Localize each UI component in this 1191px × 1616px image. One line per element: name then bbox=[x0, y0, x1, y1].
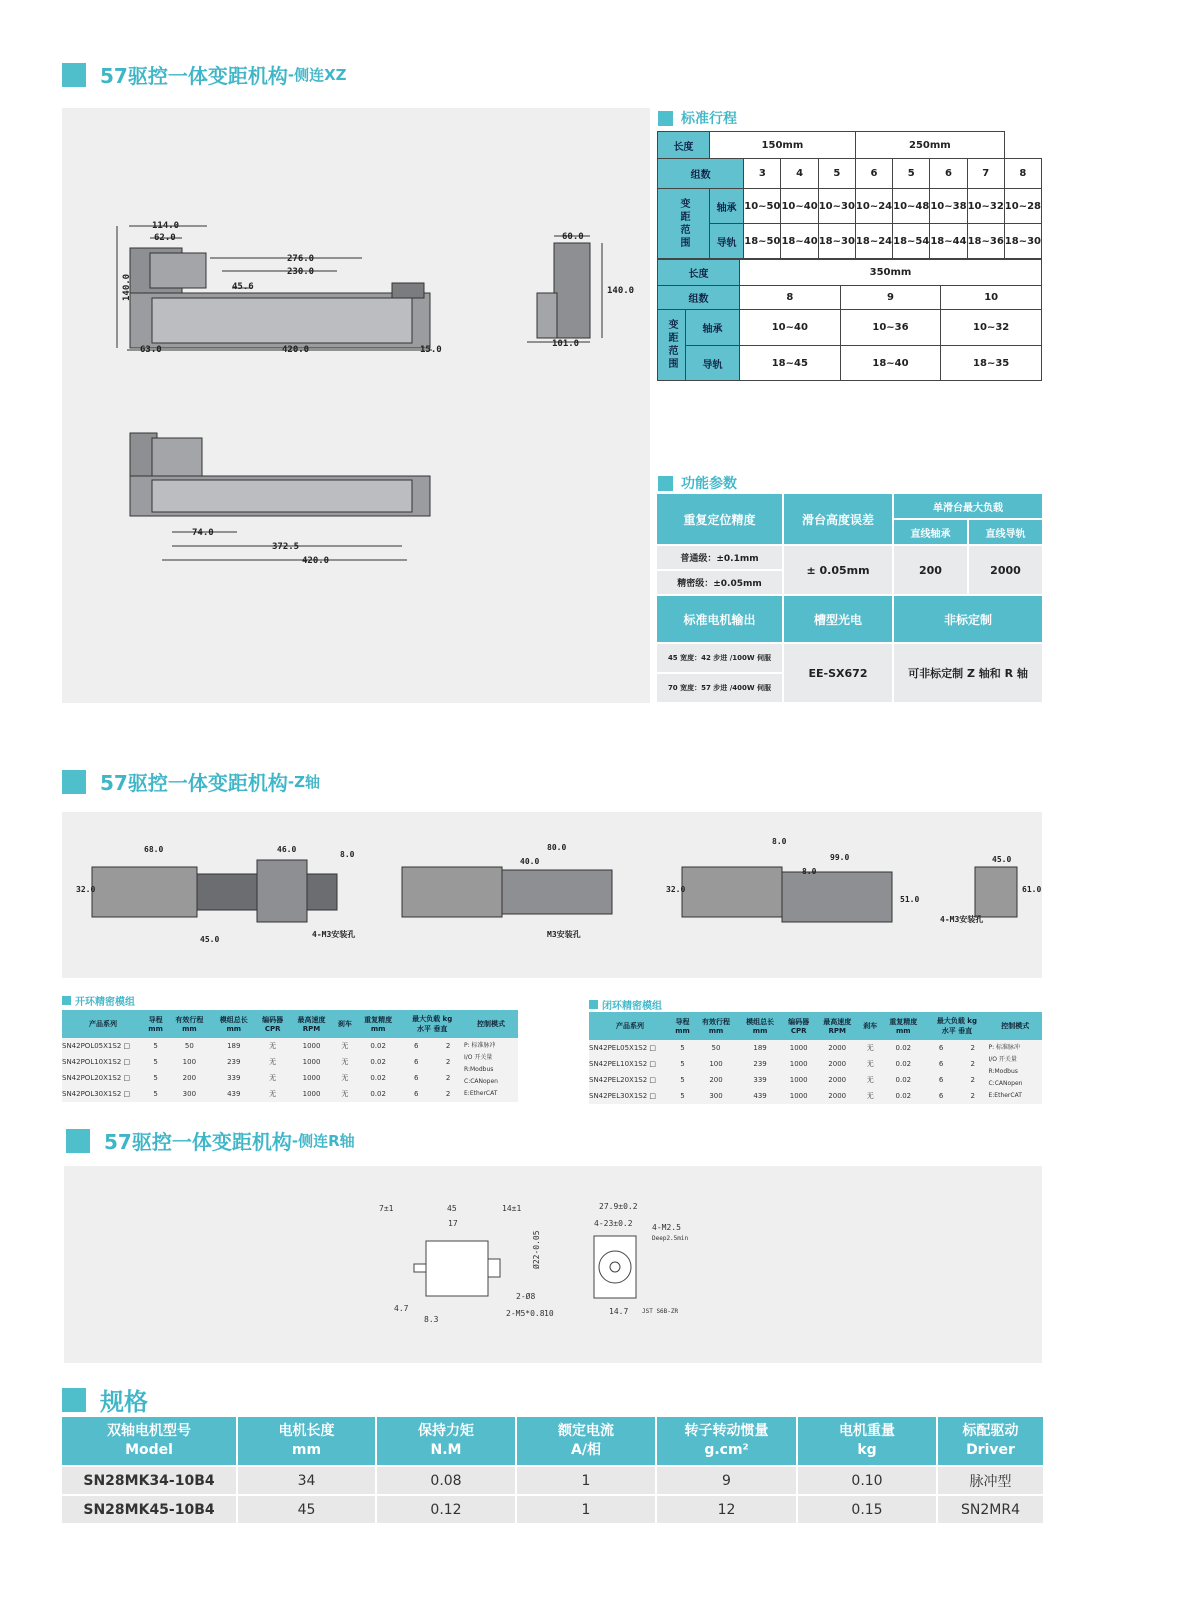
r-cell: 18~35 bbox=[941, 346, 1042, 381]
z-drawing bbox=[62, 812, 1042, 978]
z-dim: 51.0 bbox=[900, 895, 920, 904]
spec-th bbox=[516, 1416, 656, 1466]
title-square-icon bbox=[658, 476, 673, 491]
z-dim: 80.0 bbox=[547, 843, 567, 852]
cell: SN42PEL20X1S2 □ bbox=[589, 1072, 671, 1088]
spec-th bbox=[61, 1416, 237, 1466]
cell: 2 bbox=[432, 1086, 464, 1102]
z-dim: 32.0 bbox=[666, 885, 686, 894]
cell: 5 bbox=[144, 1054, 167, 1070]
th: 控制模式 bbox=[464, 1010, 518, 1038]
th: 重复精度 mm bbox=[881, 1012, 925, 1040]
r-cell: 18~30 bbox=[818, 224, 855, 259]
title-square-icon bbox=[62, 770, 86, 794]
drawing-panel-xz bbox=[62, 108, 650, 703]
b-cell: 10~32 bbox=[967, 189, 1004, 224]
cell: 2000 bbox=[815, 1088, 859, 1104]
spec-cell: 0.12 bbox=[376, 1495, 516, 1524]
cell: SN42POL05X1S2 □ bbox=[62, 1038, 144, 1054]
mode: E:EtherCAT bbox=[988, 1092, 1022, 1099]
cell: 1000 bbox=[289, 1054, 333, 1070]
z-dim: 45.0 bbox=[200, 935, 220, 944]
th: 编码器 CPR bbox=[256, 1010, 289, 1038]
g-cell: 8 bbox=[1004, 159, 1041, 189]
spec-th-line: 额定电流 bbox=[558, 1423, 614, 1439]
title-square-icon bbox=[62, 1388, 86, 1412]
cell: SN42POL30X1S2 □ bbox=[62, 1086, 144, 1102]
control-modes bbox=[988, 1040, 1042, 1104]
rail-label: 导轨 bbox=[709, 224, 743, 259]
cell: 50 bbox=[694, 1040, 738, 1056]
range-label: 变距范围 bbox=[658, 189, 710, 259]
spec-th-line: 双轴电机型号 bbox=[107, 1423, 191, 1439]
section-title-z: 57驱控一体变距机构 -Z轴 bbox=[62, 767, 320, 796]
r-dim: 2-M5*0.8 bbox=[506, 1309, 545, 1318]
stroke-title: 标准行程 bbox=[658, 108, 737, 128]
g-cell: 4 bbox=[781, 159, 818, 189]
spec-th-line: 电机长度 bbox=[278, 1423, 335, 1439]
b-cell: 10~40 bbox=[781, 189, 818, 224]
spec-cell: 0.08 bbox=[376, 1466, 516, 1495]
spec-th-line: Driver bbox=[966, 1442, 1015, 1458]
cell: 0.02 bbox=[356, 1070, 400, 1086]
cell: 5 bbox=[671, 1072, 694, 1088]
z-dim: 8.0 bbox=[772, 837, 787, 846]
th: 模组总长 mm bbox=[212, 1010, 256, 1038]
cell: 1000 bbox=[782, 1088, 815, 1104]
cell: 6 bbox=[925, 1056, 957, 1072]
dim-15: 15.0 bbox=[420, 345, 442, 355]
cell: 0.02 bbox=[881, 1040, 925, 1056]
r-cell: 18~45 bbox=[740, 346, 841, 381]
func-table bbox=[655, 492, 1044, 704]
cell: 339 bbox=[738, 1072, 782, 1088]
cell: 0.02 bbox=[881, 1072, 925, 1088]
len-250: 250mm bbox=[855, 132, 1004, 159]
cell: 5 bbox=[671, 1056, 694, 1072]
r-cell: 18~50 bbox=[744, 224, 781, 259]
dim-420-bottom: 420.0 bbox=[302, 556, 330, 566]
z-dim: 40.0 bbox=[520, 857, 540, 866]
cell: 1000 bbox=[782, 1072, 815, 1088]
cell: 2 bbox=[957, 1072, 989, 1088]
title-square-icon bbox=[658, 111, 673, 126]
cell: 2 bbox=[957, 1040, 989, 1056]
cell: 6 bbox=[925, 1088, 957, 1104]
cell: 0.02 bbox=[356, 1054, 400, 1070]
cell: 1000 bbox=[782, 1056, 815, 1072]
r-cell: 18~40 bbox=[781, 224, 818, 259]
b-cell: 10~28 bbox=[1004, 189, 1041, 224]
height-val: ± 0.05mm bbox=[783, 545, 893, 595]
r-dim: 4-23±0.2 bbox=[594, 1219, 633, 1228]
z-dim: 8.0 bbox=[340, 850, 355, 859]
spec-th-line: 电机重量 bbox=[839, 1423, 895, 1439]
cell: 无 bbox=[334, 1054, 356, 1070]
spec-model: SN28MK34-10B4 bbox=[61, 1466, 237, 1495]
spec-th bbox=[797, 1416, 937, 1466]
cell: 0.02 bbox=[356, 1038, 400, 1054]
r-dim: 4-M2.5 bbox=[652, 1223, 681, 1232]
b-cell: 10~36 bbox=[840, 310, 941, 346]
motor2: 70 宽度：57 步进 /400W 伺服 bbox=[656, 673, 783, 703]
g-cell: 5 bbox=[818, 159, 855, 189]
r-dim: JST S6B-ZR bbox=[642, 1308, 679, 1315]
r-cell: 18~40 bbox=[840, 346, 941, 381]
spec-th-line: Model bbox=[125, 1442, 173, 1458]
mode: C:CANopen bbox=[464, 1078, 498, 1085]
cell: 200 bbox=[694, 1072, 738, 1088]
dim-45-6: 45.6 bbox=[232, 282, 254, 292]
th: 最高速度 RPM bbox=[815, 1012, 859, 1040]
cell: SN42POL20X1S2 □ bbox=[62, 1070, 144, 1086]
cell: 无 bbox=[859, 1056, 881, 1072]
g-cell: 6 bbox=[930, 159, 967, 189]
cell: 239 bbox=[738, 1056, 782, 1072]
z-dim: 46.0 bbox=[277, 845, 297, 854]
spec-cell: 1 bbox=[516, 1466, 656, 1495]
section-title-xz: 57驱控一体变距机构 -侧连XZ bbox=[62, 60, 347, 89]
mode: I/O 开关量 bbox=[464, 1054, 493, 1061]
h-height: 滑台高度误差 bbox=[783, 493, 893, 545]
cell: 2000 bbox=[815, 1056, 859, 1072]
spec-th bbox=[376, 1416, 516, 1466]
cell: 6 bbox=[925, 1040, 957, 1056]
cell: 0.02 bbox=[881, 1088, 925, 1104]
r-dim: Deep2.5min bbox=[652, 1235, 689, 1242]
mode: C:CANopen bbox=[988, 1080, 1023, 1087]
r-cell: 18~30 bbox=[1004, 224, 1041, 259]
dim-420: 420.0 bbox=[282, 345, 310, 355]
cell: 2 bbox=[957, 1088, 989, 1104]
g-cell: 9 bbox=[840, 286, 941, 310]
th: 刹车 bbox=[334, 1010, 356, 1038]
cell: 2 bbox=[432, 1038, 464, 1054]
th: 最大负载 kg 水平 垂直 bbox=[925, 1012, 988, 1040]
cell: 0.02 bbox=[356, 1086, 400, 1102]
r-dim: 10 bbox=[544, 1309, 554, 1318]
r-dim: 17 bbox=[448, 1219, 458, 1228]
r-drawing bbox=[64, 1166, 1042, 1363]
cell: 5 bbox=[144, 1038, 167, 1054]
drawing-panel-z bbox=[62, 812, 1042, 978]
bearing-label-2: 轴承 bbox=[686, 310, 740, 346]
mode: I/O 开关量 bbox=[988, 1056, 1017, 1063]
g-cell: 3 bbox=[744, 159, 781, 189]
h-motor: 标准电机输出 bbox=[656, 595, 783, 643]
mode: E:EtherCAT bbox=[464, 1090, 498, 1097]
cell: 0.02 bbox=[881, 1056, 925, 1072]
spec-th-line: 保持力矩 bbox=[418, 1423, 474, 1439]
len-350: 350mm bbox=[740, 260, 1042, 286]
r-cell: 18~24 bbox=[855, 224, 892, 259]
cell: 5 bbox=[144, 1086, 167, 1102]
r-cell: 18~44 bbox=[930, 224, 967, 259]
cell: 2 bbox=[957, 1056, 989, 1072]
control-modes bbox=[464, 1038, 518, 1102]
len-label-2: 长度 bbox=[658, 260, 740, 286]
th: 重复精度 mm bbox=[356, 1010, 400, 1038]
z-label: M3安装孔 bbox=[547, 930, 581, 939]
th: 有效行程 mm bbox=[694, 1012, 738, 1040]
z-dim: 32.0 bbox=[76, 885, 96, 894]
load-line: 200 bbox=[893, 545, 968, 595]
cell: 2 bbox=[432, 1070, 464, 1086]
cell: SN42POL10X1S2 □ bbox=[62, 1054, 144, 1070]
cell: 100 bbox=[694, 1056, 738, 1072]
cell: 50 bbox=[167, 1038, 211, 1054]
cell: 无 bbox=[859, 1040, 881, 1056]
g-cell: 5 bbox=[893, 159, 930, 189]
spec-cell: 0.15 bbox=[797, 1495, 937, 1524]
r-dim: 4.7 bbox=[394, 1304, 409, 1313]
mode: P: 标准脉冲 bbox=[464, 1042, 496, 1049]
cell: 300 bbox=[167, 1086, 211, 1102]
r-dim: 14±1 bbox=[502, 1204, 522, 1213]
z-dim: 68.0 bbox=[144, 845, 164, 854]
g-cell: 6 bbox=[855, 159, 892, 189]
r-dim: 14.7 bbox=[609, 1307, 629, 1316]
cell: SN42PEL30X1S2 □ bbox=[589, 1088, 671, 1104]
h-custom: 非标定制 bbox=[893, 595, 1043, 643]
b-cell: 10~50 bbox=[744, 189, 781, 224]
dim-230: 230.0 bbox=[287, 267, 315, 277]
cell: SN42PEL05X1S2 □ bbox=[589, 1040, 671, 1056]
th: 最高速度 RPM bbox=[289, 1010, 333, 1038]
section-title-spec: 规格 bbox=[62, 1382, 148, 1417]
spec-cell: 45 bbox=[237, 1495, 376, 1524]
dim-140-side: 140.0 bbox=[607, 286, 635, 296]
motor1: 45 宽度：42 步进 /100W 伺服 bbox=[656, 643, 783, 673]
g-cell: 10 bbox=[941, 286, 1042, 310]
z-dim: 8.0 bbox=[802, 867, 817, 876]
cell: 439 bbox=[738, 1088, 782, 1104]
cell: 1000 bbox=[289, 1038, 333, 1054]
normal-grade: 普通级：±0.1mm bbox=[656, 545, 783, 570]
title-square-icon bbox=[589, 1000, 598, 1009]
open-loop-table bbox=[62, 1010, 518, 1102]
dim-140: 140.0 bbox=[122, 273, 132, 301]
b-cell: 10~32 bbox=[941, 310, 1042, 346]
cell: 无 bbox=[256, 1038, 289, 1054]
spec-th-line: kg bbox=[857, 1442, 877, 1458]
cell: 6 bbox=[400, 1054, 432, 1070]
z-dim: 61.0 bbox=[1022, 885, 1042, 894]
cell: SN42PEL10X1S2 □ bbox=[589, 1056, 671, 1072]
spec-cell: SN2MR4 bbox=[937, 1495, 1044, 1524]
func-title: 功能参数 bbox=[658, 473, 737, 493]
range-label-2: 变距范围 bbox=[658, 310, 686, 381]
dim-114: 114.0 bbox=[152, 221, 180, 231]
th: 控制模式 bbox=[988, 1012, 1042, 1040]
spec-th-line: 标配驱动 bbox=[962, 1423, 1019, 1439]
spec-th bbox=[656, 1416, 797, 1466]
cell: 239 bbox=[212, 1054, 256, 1070]
th: 有效行程 mm bbox=[167, 1010, 211, 1038]
stroke-table-2 bbox=[657, 259, 1042, 381]
b-cell: 10~24 bbox=[855, 189, 892, 224]
mode: R:Modbus bbox=[988, 1068, 1018, 1075]
cell: 1000 bbox=[289, 1070, 333, 1086]
cell: 无 bbox=[256, 1054, 289, 1070]
drawing-panel-r bbox=[64, 1166, 1042, 1363]
b-cell: 10~40 bbox=[740, 310, 841, 346]
cell: 6 bbox=[400, 1070, 432, 1086]
section-title-r: 57驱控一体变距机构 -侧连R轴 bbox=[66, 1126, 355, 1155]
cell: 5 bbox=[671, 1040, 694, 1056]
spec-cell: 34 bbox=[237, 1466, 376, 1495]
th: 产品系列 bbox=[62, 1010, 144, 1038]
len-150: 150mm bbox=[709, 132, 855, 159]
r-dim: 2-Ø8 bbox=[516, 1292, 536, 1301]
spec-model: SN28MK45-10B4 bbox=[61, 1495, 237, 1524]
th: 导程 mm bbox=[144, 1010, 167, 1038]
r-dim: 7±1 bbox=[379, 1204, 394, 1213]
dim-74: 74.0 bbox=[192, 528, 214, 538]
cell: 2000 bbox=[815, 1072, 859, 1088]
th: 产品系列 bbox=[589, 1012, 671, 1040]
cell: 2000 bbox=[815, 1040, 859, 1056]
h-line: 直线轴承 bbox=[893, 519, 968, 545]
z-dim: 99.0 bbox=[830, 853, 850, 862]
h-load: 单滑台最大负载 bbox=[893, 493, 1043, 519]
spec-th-line: N.M bbox=[430, 1442, 462, 1458]
closed-loop-table bbox=[589, 1012, 1042, 1104]
cell: 5 bbox=[144, 1070, 167, 1086]
r-cell: 18~54 bbox=[893, 224, 930, 259]
spec-th-line: A/相 bbox=[571, 1442, 601, 1458]
cell: 6 bbox=[925, 1072, 957, 1088]
title-square-icon bbox=[62, 996, 71, 1005]
cell: 189 bbox=[738, 1040, 782, 1056]
cell: 无 bbox=[334, 1086, 356, 1102]
r-cell: 18~36 bbox=[967, 224, 1004, 259]
th: 编码器 CPR bbox=[782, 1012, 815, 1040]
cell: 1000 bbox=[782, 1040, 815, 1056]
cell: 无 bbox=[334, 1070, 356, 1086]
th: 刹车 bbox=[859, 1012, 881, 1040]
z-dim: 45.0 bbox=[992, 855, 1012, 864]
spec-cell: 脉冲型 bbox=[937, 1466, 1044, 1495]
cell: 无 bbox=[256, 1070, 289, 1086]
group-label: 组数 bbox=[658, 159, 744, 189]
r-dim: 8.3 bbox=[424, 1315, 439, 1324]
dim-63: 63.0 bbox=[140, 345, 162, 355]
spec-cell: 0.10 bbox=[797, 1466, 937, 1495]
dim-372-5: 372.5 bbox=[272, 542, 300, 552]
spec-th bbox=[237, 1416, 376, 1466]
closed-loop-title: 闭环精密模组 bbox=[589, 997, 662, 1012]
spec-cell: 12 bbox=[656, 1495, 797, 1524]
stroke-table bbox=[657, 131, 1042, 259]
h-repeat: 重复定位精度 bbox=[656, 493, 783, 545]
cell: 6 bbox=[400, 1086, 432, 1102]
mode: P: 标准脉冲 bbox=[988, 1044, 1021, 1051]
b-cell: 10~48 bbox=[893, 189, 930, 224]
cell: 300 bbox=[694, 1088, 738, 1104]
cell: 2 bbox=[432, 1054, 464, 1070]
cell: 439 bbox=[212, 1086, 256, 1102]
bearing-label: 轴承 bbox=[709, 189, 743, 224]
cell: 339 bbox=[212, 1070, 256, 1086]
cell: 5 bbox=[671, 1088, 694, 1104]
precise-grade: 精密级：±0.05mm bbox=[656, 570, 783, 595]
th: 最大负载 kg 水平 垂直 bbox=[400, 1010, 464, 1038]
g-cell: 7 bbox=[967, 159, 1004, 189]
cell: 1000 bbox=[289, 1086, 333, 1102]
spec-cell: 9 bbox=[656, 1466, 797, 1495]
th: 模组总长 mm bbox=[738, 1012, 782, 1040]
xz-drawing bbox=[62, 108, 650, 703]
cell: 无 bbox=[859, 1072, 881, 1088]
r-dim: 27.9±0.2 bbox=[599, 1202, 638, 1211]
th: 导程 mm bbox=[671, 1012, 694, 1040]
r-dim: Ø22-0.05 bbox=[532, 1230, 541, 1269]
dim-62: 62.0 bbox=[154, 233, 176, 243]
cell: 无 bbox=[334, 1038, 356, 1054]
spec-th-line: 转子转动惯量 bbox=[684, 1423, 769, 1439]
group-label-2: 组数 bbox=[658, 286, 740, 310]
custom-val: 可非标定制 Z 轴和 R 轴 bbox=[893, 643, 1043, 703]
spec-th bbox=[937, 1416, 1044, 1466]
dim-60: 60.0 bbox=[562, 232, 584, 242]
cell: 200 bbox=[167, 1070, 211, 1086]
g-cell: 8 bbox=[740, 286, 841, 310]
spec-th-line: g.cm² bbox=[704, 1442, 749, 1458]
dim-101: 101.0 bbox=[552, 339, 580, 349]
open-loop-title: 开环精密模组 bbox=[62, 993, 135, 1008]
sensor-val: EE-SX672 bbox=[783, 643, 893, 703]
r-dim: 45 bbox=[447, 1204, 457, 1213]
cell: 189 bbox=[212, 1038, 256, 1054]
title-square-icon bbox=[66, 1129, 90, 1153]
z-label: 4-M3安装孔 bbox=[940, 915, 984, 924]
title-square-icon bbox=[62, 63, 86, 87]
cell: 无 bbox=[859, 1088, 881, 1104]
load-rail: 2000 bbox=[968, 545, 1043, 595]
b-cell: 10~30 bbox=[818, 189, 855, 224]
spec-cell: 1 bbox=[516, 1495, 656, 1524]
dim-276: 276.0 bbox=[287, 254, 315, 264]
cell: 100 bbox=[167, 1054, 211, 1070]
z-label: 4-M3安装孔 bbox=[312, 930, 356, 939]
h-rail: 直线导轨 bbox=[968, 519, 1043, 545]
cell: 6 bbox=[400, 1038, 432, 1054]
b-cell: 10~38 bbox=[930, 189, 967, 224]
len-label: 长度 bbox=[658, 132, 710, 159]
cell: 无 bbox=[256, 1086, 289, 1102]
spec-table bbox=[60, 1415, 1045, 1525]
mode: R:Modbus bbox=[464, 1066, 494, 1073]
spec-th-line: mm bbox=[291, 1442, 322, 1458]
h-sensor: 槽型光电 bbox=[783, 595, 893, 643]
rail-label-2: 导轨 bbox=[686, 346, 740, 381]
